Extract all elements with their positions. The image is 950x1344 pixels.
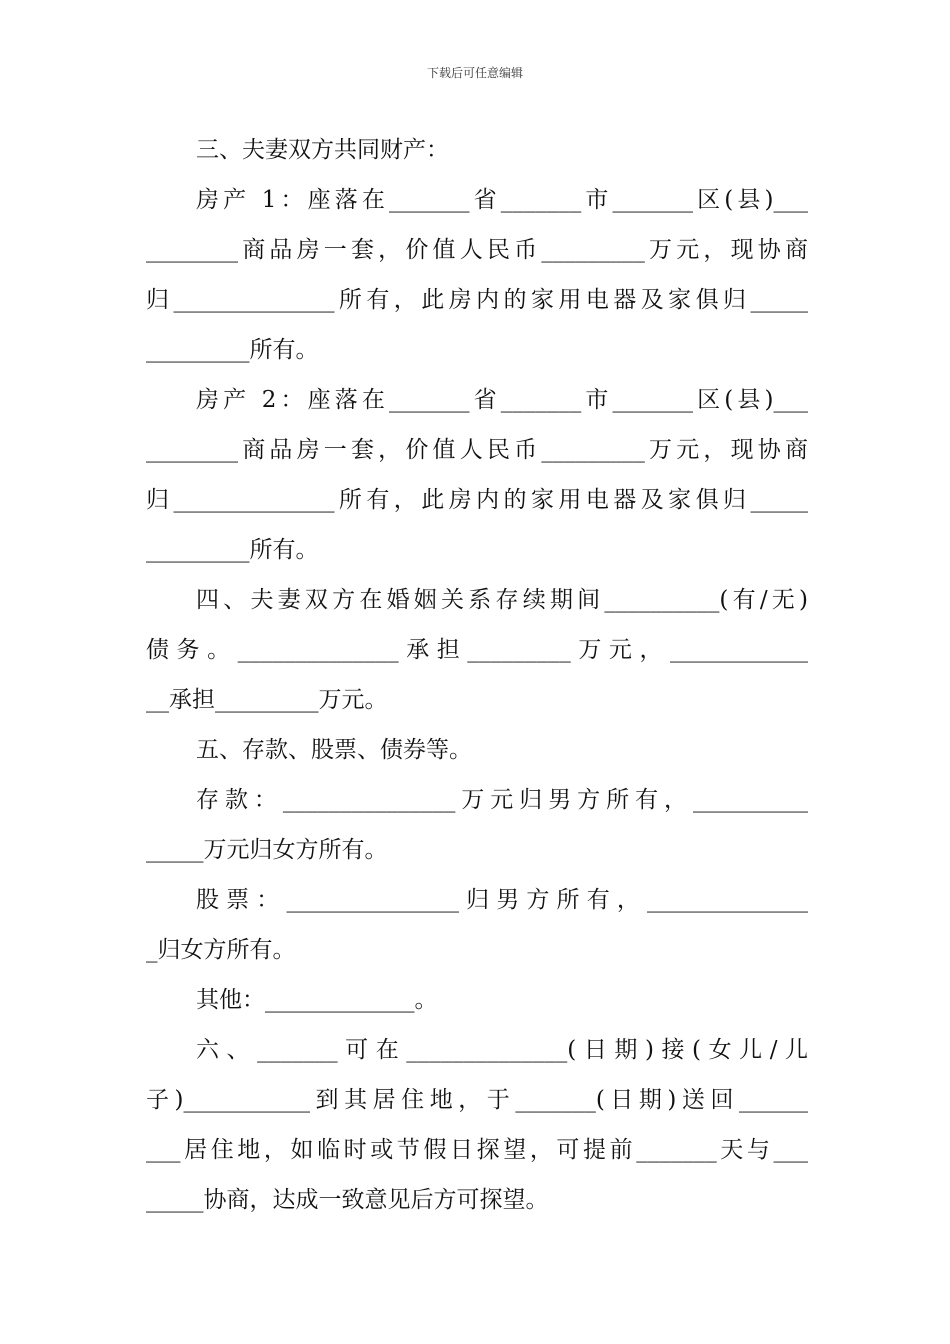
property-1-line-1: 房产 1：座落在_______省_______市_______区(县)___ bbox=[196, 187, 808, 213]
property-2-line-4: _________所有。 bbox=[146, 537, 319, 563]
property-2-line-1: 房产 2：座落在_______省_______市_______区(县)___ bbox=[196, 387, 808, 413]
debt-line-2: 债务。______________承担_________万元，____________ bbox=[146, 637, 808, 663]
property-1-line-4: _________所有。 bbox=[146, 337, 319, 363]
visitation-line-1: 六、_______可在______________(日期)接(女儿/儿 bbox=[196, 1037, 808, 1063]
visitation-line-2: 子)___________到其居住地，于_______(日期)送回______ bbox=[146, 1087, 808, 1113]
visitation-line-3: ___居住地，如临时或节假日探望，可提前_______天与___ bbox=[146, 1137, 808, 1163]
document-body bbox=[146, 125, 808, 1225]
stocks-line-2: _归女方所有。 bbox=[146, 937, 296, 963]
visitation-line-4: _____协商，达成一致意见后方可探望。 bbox=[146, 1187, 549, 1213]
property-2-line-2: ________商品房一套，价值人民币_________万元，现协商 bbox=[146, 437, 808, 463]
property-1-line-2: ________商品房一套，价值人民币_________万元，现协商 bbox=[146, 237, 808, 263]
other-line: 其他：_____________。 bbox=[196, 987, 438, 1013]
section-heading-savings: 五、存款、股票、债券等。 bbox=[196, 737, 472, 763]
savings-line-2: _____万元归女方所有。 bbox=[146, 837, 388, 863]
debt-line-3: __承担_________万元。 bbox=[146, 687, 388, 713]
page-header: 下载后可任意编辑 bbox=[426, 66, 523, 80]
property-2-line-3: 归______________所有，此房内的家用电器及家俱归_____ bbox=[146, 487, 808, 513]
debt-line-1: 四、夫妻双方在婚姻关系存续期间__________(有/无) bbox=[196, 587, 808, 613]
section-heading-joint-property: 三、夫妻双方共同财产： bbox=[196, 137, 449, 163]
savings-line-1: 存款：_______________万元归男方所有，__________ bbox=[196, 787, 808, 813]
stocks-line-1: 股票：_______________归男方所有，______________ bbox=[196, 887, 808, 913]
property-1-line-3: 归______________所有，此房内的家用电器及家俱归_____ bbox=[146, 287, 808, 313]
